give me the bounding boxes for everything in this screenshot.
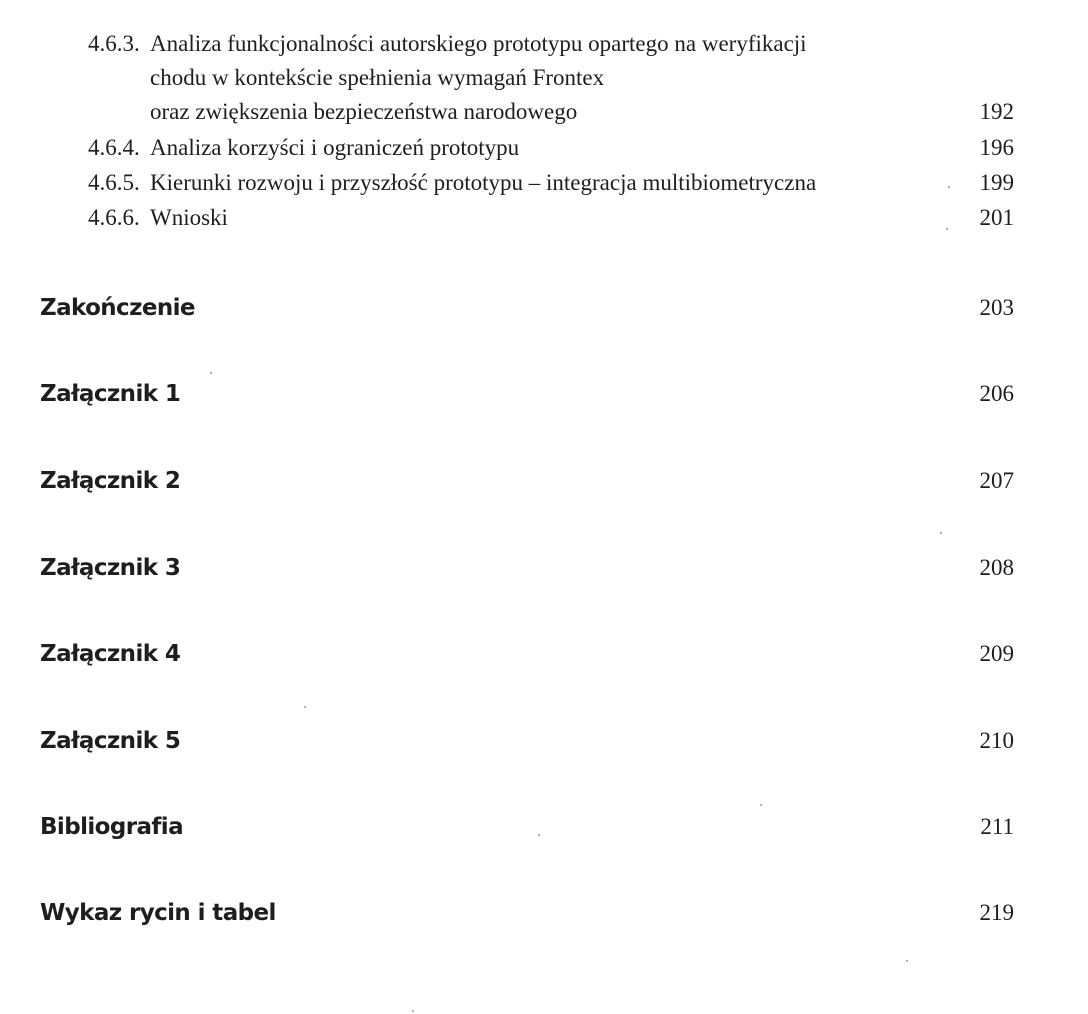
toc-chapter-title: Załącznik 3 <box>40 555 181 581</box>
scan-speck <box>906 960 908 962</box>
toc-page-number: 207 <box>979 468 1014 493</box>
toc-entry-title: Analiza funkcjonalności autorskiego prototypu opartego na weryfikacji <box>150 31 807 56</box>
toc-entry-4-6-3-line-3: oraz zwiększenia bezpieczeństwa narodowego <box>150 99 578 124</box>
scan-speck <box>210 372 212 374</box>
toc-entry-title: Wnioski <box>150 205 228 230</box>
toc-page-number: 206 <box>979 381 1014 406</box>
toc-entry-number: 4.6.3. <box>88 31 140 56</box>
toc-page-number: 210 <box>979 728 1014 753</box>
toc-chapter-title: Bibliografia <box>40 814 183 840</box>
toc-entry-number: 4.6.4. <box>88 135 140 160</box>
toc-entry-title: Analiza korzyści i ograniczeń prototypu <box>150 135 520 160</box>
scan-speck <box>304 706 306 708</box>
toc-page-number: 209 <box>979 641 1014 666</box>
toc-page-number: 199 <box>979 170 1014 195</box>
toc-chapter-title: Zakończenie <box>40 295 195 321</box>
toc-entry-number: 4.6.6. <box>88 205 140 230</box>
toc-page-number: 201 <box>979 205 1014 230</box>
toc-page-number: 211 <box>980 814 1014 839</box>
toc-page-number: 196 <box>979 135 1014 160</box>
toc-entry-number: 4.6.5. <box>88 170 140 195</box>
toc-page-number: 203 <box>979 295 1014 320</box>
scan-speck <box>538 834 540 836</box>
toc-chapter-title: Załącznik 5 <box>40 728 181 754</box>
toc-page-number: 208 <box>979 555 1014 580</box>
scan-speck <box>948 186 950 188</box>
toc-chapter-title: Wykaz rycin i tabel <box>40 900 276 926</box>
scan-speck <box>946 228 948 230</box>
toc-entry-title: Kierunki rozwoju i przyszłość prototypu – integracja multibiometryczna <box>150 170 817 195</box>
scan-speck <box>412 1010 414 1012</box>
toc-entry-4-6-4 <box>88 130 519 166</box>
toc-chapter-title: Załącznik 4 <box>40 641 181 667</box>
toc-entry-4-6-6 <box>88 200 228 236</box>
toc-entry-4-6-5 <box>88 165 816 201</box>
toc-entry-4-6-3-line-2: chodu w kontekście spełnienia wymagań Frontex <box>150 65 605 90</box>
toc-page-number: 219 <box>979 900 1014 925</box>
scan-speck <box>940 532 942 534</box>
toc-chapter-title: Załącznik 1 <box>40 381 181 407</box>
toc-page-number: 192 <box>979 99 1014 124</box>
toc-entry-4-6-3-line-1 <box>88 26 807 62</box>
toc-chapter-title: Załącznik 2 <box>40 468 181 494</box>
scan-speck <box>760 804 762 806</box>
